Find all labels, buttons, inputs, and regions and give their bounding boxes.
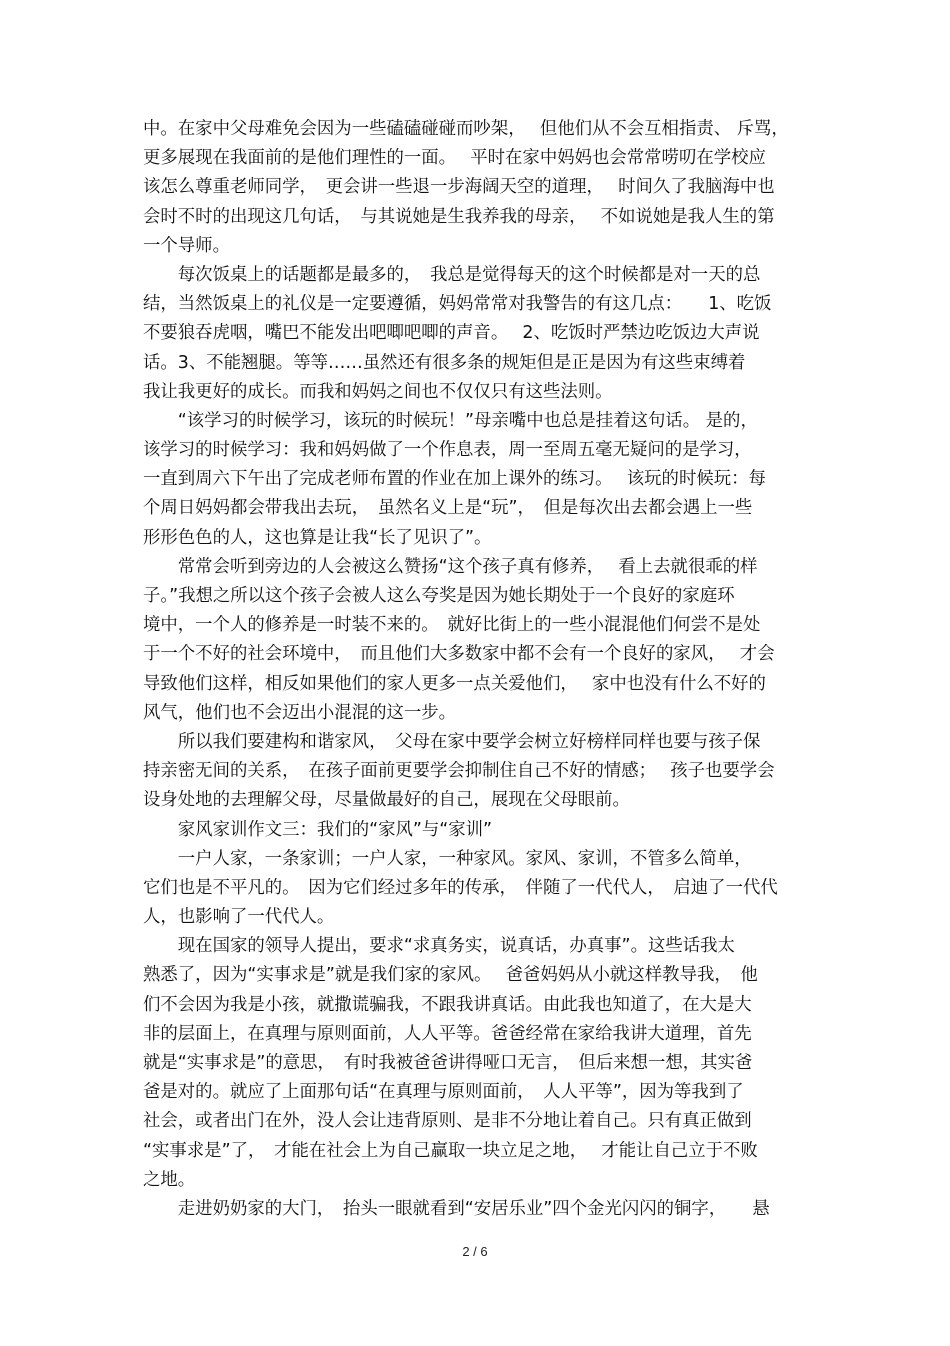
text-line: 一个导师。	[143, 235, 230, 256]
text-line: 设身处地的去理解父母，尽量做最好的自己，展现在父母眼前。	[143, 790, 630, 811]
text-line: 我让我更好的成长。而我和妈妈之间也不仅仅只有这些法则。	[143, 381, 613, 402]
text-line: 导致他们这样，相反如果他们的家人更多一点关爱他们， 家中也没有什么不好的	[143, 673, 766, 694]
text-line: 所以我们要建构和谐家风， 父母在家中要学会树立好榜样同样也要与孩子保	[143, 731, 761, 752]
text-line: 持亲密无间的关系， 在孩子面前更要学会抑制住自己不好的情感； 孩子也要学会	[143, 761, 775, 782]
page-number: 2 / 6	[462, 1244, 488, 1259]
text-line: 现在国家的领导人提出，要求“求真务实，说真话，办真事”。这些话我太	[143, 936, 735, 957]
text-line: “该学习的时候学习，该玩的时候玩！”母亲嘴中也总是挂着这句话。 是的，	[143, 410, 758, 431]
text-line: 会时不时的出现这几句话， 与其说她是生我养我的母亲， 不如说她是我人生的第	[143, 206, 775, 227]
text-line: 人，也影响了一代代人。	[143, 907, 335, 928]
text-line: 一直到周六下午出了完成老师布置的作业在加上课外的练习。 该玩的时候玩：每	[143, 469, 766, 490]
text-line: 不要狼吞虎咽，嘴巴不能发出吧唧吧唧的声音。 2、吃饭时严禁边吃饭边大声说	[143, 323, 760, 344]
text-line: 个周日妈妈都会带我出去玩， 虽然名义上是“玩”， 但是每次出去都会遇上一些	[143, 498, 753, 519]
text-line: 它们也是不平凡的。 因为它们经过多年的传承， 伴随了一代代人， 启迪了一代代	[143, 877, 778, 898]
text-line: 常常会听到旁边的人会被这么赞扬“这个孩子真有修养， 看上去就很乖的样	[143, 556, 758, 577]
text-line: 风气，他们也不会迈出小混混的这一步。	[143, 702, 457, 723]
text-line: 结，当然饭桌上的礼仪是一定要遵循，妈妈常常对我警告的有这几点： 1、吃饭	[143, 294, 772, 315]
text-line: 境中，一个人的修养是一时装不来的。 就好比街上的一些小混混他们何尝不是处	[143, 615, 761, 636]
text-line: 子。”我想之所以这个孩子会被人这么夸奖是因为她长期处于一个良好的家庭环	[143, 586, 735, 606]
text-line: 非的层面上，在真理与原则面前，人人平等。爸爸经常在家给我讲大道理，首先	[143, 1023, 752, 1044]
text-line: 于一个不好的社会环境中， 而且他们大多数家中都不会有一个良好的家风， 才会	[143, 644, 775, 665]
text-line: 之地。	[143, 1169, 196, 1190]
text-line: 爸是对的。就应了上面那句话“在真理与原则面前， 人人平等”，因为等我到了	[143, 1082, 744, 1103]
text-line: 更多展现在我面前的是他们理性的一面。 平时在家中妈妈也会常常唠叨在学校应	[143, 148, 766, 169]
text-line: 中。在家中父母难免会因为一些磕磕碰碰而吵架， 但他们从不会互相指责、 斥骂，	[143, 119, 789, 139]
text-line: 家风家训作文三：我们的“家风”与“家训”	[143, 819, 493, 840]
text-line: 就是“实事求是”的意思， 有时我被爸爸讲得哑口无言， 但后来想一想，其实爸	[143, 1053, 753, 1073]
text-line: 每次饭桌上的话题都是最多的， 我总是觉得每天的这个时候都是对一天的总	[143, 264, 761, 285]
text-line: 话。3、不能翘腿。等等……虽然还有很多条的规矩但是正是因为有这些束缚着	[143, 352, 746, 373]
text-line: 一户人家，一条家训；一户人家，一种家风。家风、家训，不管多么简单，	[143, 848, 752, 869]
text-line: “实事求是”了， 才能在社会上为自己赢取一块立足之地， 才能让自己立于不败	[143, 1140, 758, 1161]
text-line: 熟悉了，因为“实事求是”就是我们家的家风。 爸爸妈妈从小就这样教导我， 他	[143, 965, 758, 986]
document-body	[143, 115, 811, 1224]
text-line: 该怎么尊重老师同学， 更会讲一些退一步海阔天空的道理， 时间久了我脑海中也	[143, 177, 775, 198]
text-line: 社会，或者出门在外，没人会让违背原则、是非不分地让着自己。只有真正做到	[143, 1111, 752, 1132]
text-line: 该学习的时候学习：我和妈妈做了一个作息表，周一至周五毫无疑问的是学习，	[143, 440, 752, 461]
text-line: 走进奶奶家的大门， 抬头一眼就看到“安居乐业”四个金光闪闪的铜字， 悬	[143, 1198, 770, 1219]
text-line: 们不会因为我是小孩，就撒谎骗我，不跟我讲真话。由此我也知道了，在大是大	[143, 994, 752, 1015]
text-line: 形形色色的人，这也算是让我“长了见识了”。	[143, 527, 492, 548]
